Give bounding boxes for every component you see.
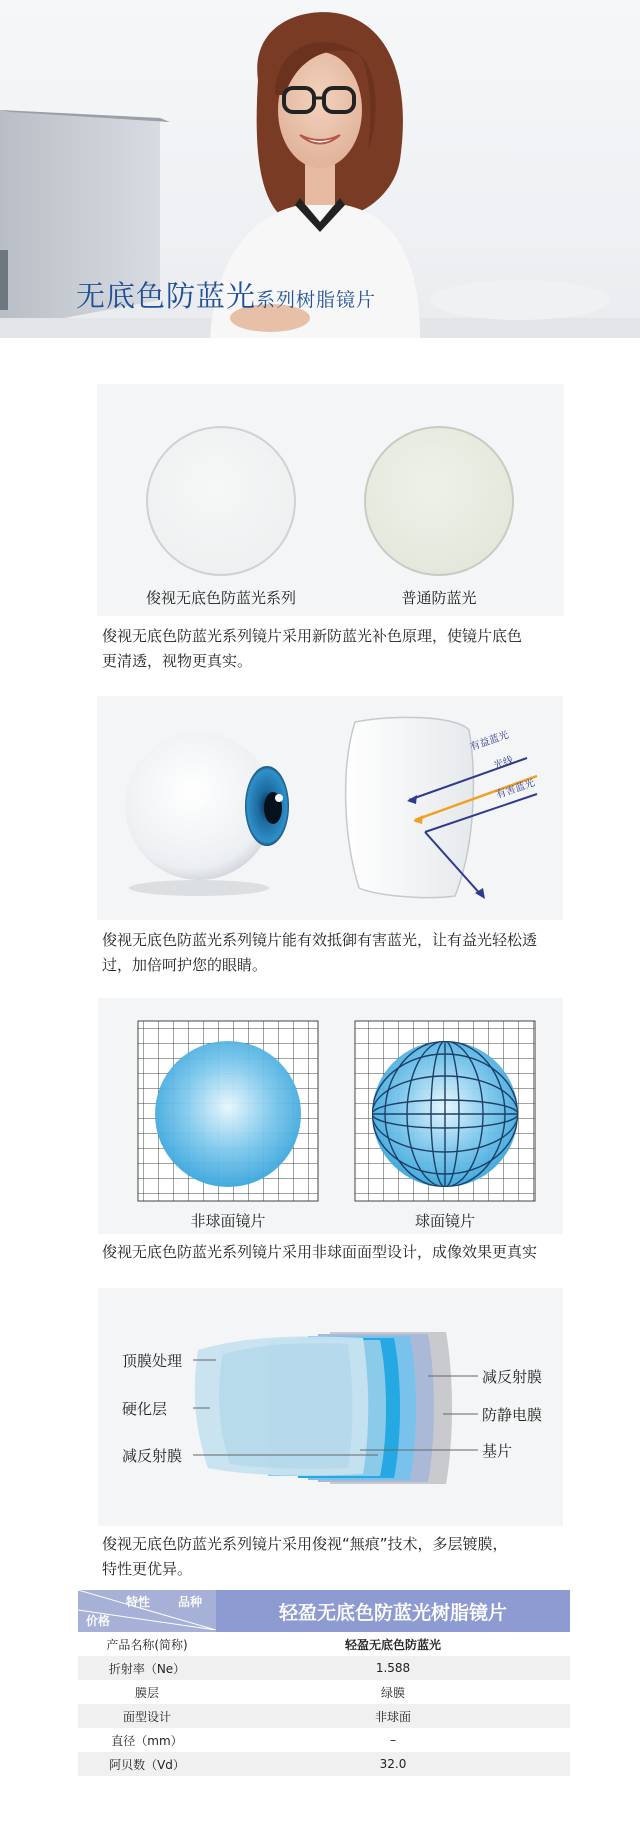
section1-caption-line2: 更清透，视物更真实。 <box>102 652 253 670</box>
section3-caption: 俊视无底色防蓝光系列镜片采用非球面面型设计，成像效果更真实 <box>102 1243 538 1261</box>
spec-row-value: 绿膜 <box>216 1680 570 1704</box>
spheric-label: 球面镜片 <box>414 1212 475 1230</box>
lens-left-label: 俊视无底色防蓝光系列 <box>145 589 296 607</box>
spec-header-title: 轻盈无底色防蓝光树脂镜片 <box>216 1590 570 1632</box>
spec-row-value: 轻盈无底色防蓝光 <box>216 1632 570 1656</box>
spec-row-label: 直径（mm） <box>78 1728 216 1752</box>
section2-caption-line1: 俊视无底色防蓝光系列镜片能有效抵御有害蓝光，让有益光轻松透 <box>102 931 538 949</box>
eye-rays-panel <box>97 696 563 920</box>
spec-row-value: – <box>216 1728 570 1752</box>
layer-label-antireflect-right: 减反射膜 <box>482 1368 543 1386</box>
layer-label-antistatic: 防静电膜 <box>482 1406 543 1424</box>
hero-title <box>76 274 376 315</box>
spec-row <box>78 1752 570 1776</box>
section1-caption <box>102 624 572 674</box>
lens-design-panel <box>98 998 563 1234</box>
hero-banner <box>0 0 640 338</box>
spec-row-label: 阿贝数（Vd） <box>78 1752 216 1776</box>
lens-shape <box>346 717 474 897</box>
spec-row-value: 32.0 <box>216 1752 570 1776</box>
aspheric-label: 非球面镜片 <box>190 1212 266 1230</box>
ray-label-harmful: 有害蓝光 <box>494 777 537 802</box>
lens-left <box>147 427 295 575</box>
spec-row <box>78 1728 570 1752</box>
spec-row <box>78 1704 570 1728</box>
spec-row-label: 膜层 <box>78 1680 216 1704</box>
spec-table-header <box>78 1590 570 1632</box>
section4-caption-line2: 特性更优异。 <box>102 1560 193 1578</box>
layer-label-top: 顶膜处理 <box>122 1352 183 1370</box>
diag-label-feature: 特性 <box>126 1595 151 1609</box>
spec-row-value: 非球面 <box>216 1704 570 1728</box>
section1-caption-line1: 俊视无底色防蓝光系列镜片采用新防蓝光补色原理，使镜片底色 <box>102 627 523 645</box>
spec-row-label: 面型设计 <box>78 1704 216 1728</box>
section4-caption-line1: 俊视无底色防蓝光系列镜片采用俊视“無痕”技术，多层镀膜， <box>102 1535 508 1553</box>
section4-caption <box>102 1532 572 1582</box>
hero-title-sub: 系列树脂镜片 <box>256 289 377 311</box>
ray-label-beneficial: 有益蓝光 <box>468 729 511 754</box>
section2-caption-line2: 过，加倍呵护您的眼睛。 <box>102 956 268 974</box>
hero-title-main: 无底色防蓝光 <box>76 279 257 313</box>
lens-design-image <box>98 998 563 1234</box>
spec-table <box>78 1590 570 1776</box>
section2-caption <box>102 928 572 978</box>
diag-label-price: 价格 <box>86 1614 111 1628</box>
layer-label-antireflect-left: 减反射膜 <box>122 1447 183 1465</box>
diag-label-variety: 品种 <box>178 1595 203 1609</box>
lens-right-label: 普通防蓝光 <box>401 589 477 607</box>
lens-comparison-panel <box>97 384 564 616</box>
spec-row-label: 折射率（Ne） <box>78 1656 216 1680</box>
spec-row <box>78 1632 570 1656</box>
spec-row-label: 产品名称(简称) <box>78 1632 216 1656</box>
aspheric-lens <box>155 1041 301 1187</box>
lens-comparison-image <box>97 384 564 616</box>
spec-row <box>78 1680 570 1704</box>
layer-label-base: 基片 <box>482 1442 513 1460</box>
spec-row-value: 1.588 <box>216 1656 570 1680</box>
coating-layers-panel <box>98 1288 563 1526</box>
ray-label-light: 光线 <box>492 754 515 772</box>
spec-row <box>78 1656 570 1680</box>
lens-right <box>365 427 513 575</box>
layer-label-hard: 硬化层 <box>122 1400 168 1418</box>
spec-header-diagonal-cell <box>78 1590 216 1632</box>
